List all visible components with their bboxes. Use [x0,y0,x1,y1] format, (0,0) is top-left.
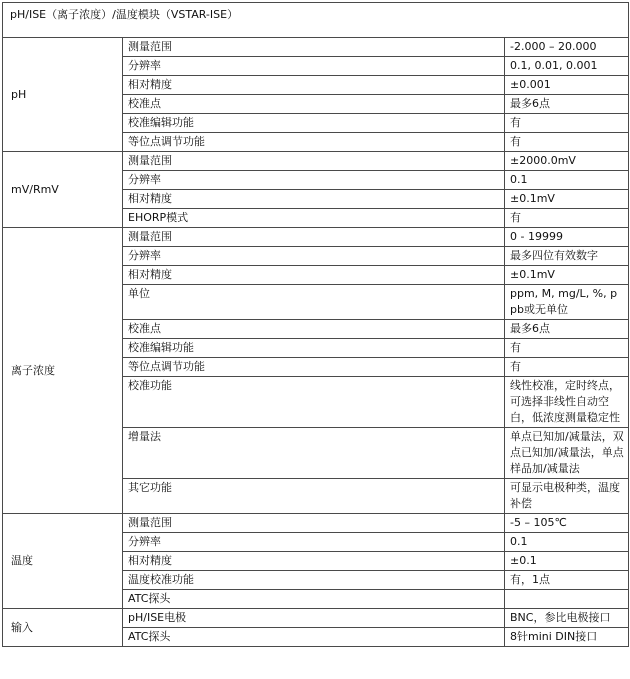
row-value: 有 [505,114,629,133]
row-value: BNC，参比电极接口 [505,609,629,628]
row-value: 有 [505,358,629,377]
table-row [3,38,629,57]
row-label: 等位点调节功能 [123,358,505,377]
row-label: 测量范围 [123,514,505,533]
row-label: 测量范围 [123,152,505,171]
section-label-ion: 离子浓度 [3,228,123,514]
row-label: pH/ISE电极 [123,609,505,628]
row-label: 分辨率 [123,533,505,552]
row-label: 校准编辑功能 [123,114,505,133]
row-label: 测量范围 [123,228,505,247]
row-value: 0.1, 0.01, 0.001 [505,57,629,76]
row-value: -5 – 105℃ [505,514,629,533]
row-label: 分辨率 [123,247,505,266]
spec-table [2,2,629,647]
row-label: 其它功能 [123,479,505,514]
table-row [3,609,629,628]
section-label-ph: pH [3,38,123,152]
row-value [505,590,629,609]
row-label: 校准功能 [123,377,505,428]
row-value: ppm, M, mg/L, %, ppb或无单位 [505,285,629,320]
section-label-temperature: 温度 [3,514,123,609]
table-row [3,228,629,247]
row-value: 0.1 [505,533,629,552]
row-label: ATC探头 [123,628,505,647]
section-label-input: 输入 [3,609,123,647]
row-value: 最多6点 [505,320,629,339]
row-label: 校准编辑功能 [123,339,505,358]
row-label: 相对精度 [123,552,505,571]
row-value: 0 - 19999 [505,228,629,247]
row-label: EHORP模式 [123,209,505,228]
row-label: 等位点调节功能 [123,133,505,152]
table-caption: pH/ISE（离子浓度）/温度模块（VSTAR-ISE） [3,3,629,38]
row-value: 单点已知加/减量法，双点已知加/减量法，单点样品加/减量法 [505,428,629,479]
row-value: 最多四位有效数字 [505,247,629,266]
row-value: 可显示电极种类，温度补偿 [505,479,629,514]
row-label: 相对精度 [123,76,505,95]
row-value: 有 [505,339,629,358]
row-label: 校准点 [123,320,505,339]
row-label: 校准点 [123,95,505,114]
row-value: -2.000 – 20.000 [505,38,629,57]
row-label: 温度校准功能 [123,571,505,590]
row-value: 有 [505,209,629,228]
row-value: 有，1点 [505,571,629,590]
row-label: ATC探头 [123,590,505,609]
section-label-mv: mV/RmV [3,152,123,228]
table-row [3,152,629,171]
row-value: 线性校准，定时终点，可选择非线性自动空白，低浓度测量稳定性 [505,377,629,428]
row-label: 相对精度 [123,266,505,285]
row-value: 最多6点 [505,95,629,114]
row-label: 相对精度 [123,190,505,209]
caption-row [3,3,629,38]
row-label: 增量法 [123,428,505,479]
row-value: ±0.001 [505,76,629,95]
row-value: ±0.1mV [505,266,629,285]
row-value: ±0.1 [505,552,629,571]
row-value: 8针mini DIN接口 [505,628,629,647]
row-label: 单位 [123,285,505,320]
row-value: ±0.1mV [505,190,629,209]
row-value: 有 [505,133,629,152]
row-label: 分辨率 [123,171,505,190]
row-label: 测量范围 [123,38,505,57]
table-row [3,514,629,533]
row-label: 分辨率 [123,57,505,76]
row-value: ±2000.0mV [505,152,629,171]
row-value: 0.1 [505,171,629,190]
